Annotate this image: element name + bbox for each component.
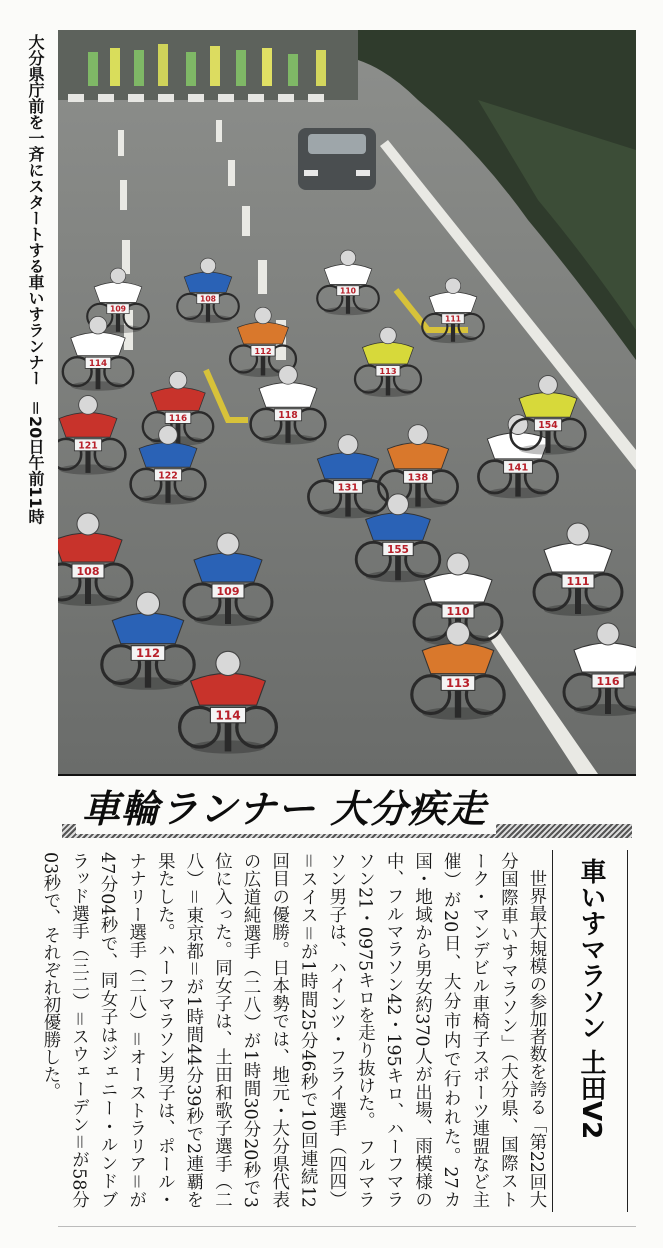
subheadline-box <box>552 850 628 1212</box>
caption-main: 大分県庁前を一斉にスタートする車いすランナー <box>26 34 45 386</box>
photo-bottom-rule <box>58 774 636 776</box>
bib-number: 116 <box>596 675 620 688</box>
bib-number: 113 <box>445 676 471 691</box>
bib-number: 155 <box>387 543 409 556</box>
bib-number: 113 <box>379 365 397 376</box>
bib-number: 114 <box>215 708 241 723</box>
bib-number: 131 <box>337 482 359 494</box>
bib-number: 114 <box>88 359 108 369</box>
headline-block <box>62 784 632 840</box>
bib-number: 138 <box>407 472 429 484</box>
bib-number: 108 <box>199 294 217 304</box>
bib-number: 109 <box>216 585 240 598</box>
crowd-area <box>58 30 358 100</box>
bib-number: 111 <box>566 575 590 588</box>
bib-number: 118 <box>278 410 298 422</box>
race-photo-illustration <box>58 30 636 774</box>
bib-number: 122 <box>158 470 178 482</box>
bib-number: 110 <box>339 286 357 296</box>
page-bottom-rule <box>58 1226 636 1227</box>
bib-number: 121 <box>78 440 98 452</box>
bib-number: 112 <box>254 345 272 356</box>
bib-number: 110 <box>446 605 470 618</box>
crosswalk <box>68 94 324 102</box>
bib-number: 141 <box>507 462 529 474</box>
bib-number: 116 <box>168 414 188 424</box>
bib-number: 111 <box>444 314 462 324</box>
article <box>39 850 628 1212</box>
bib-number: 109 <box>109 304 127 314</box>
race-photo <box>58 30 636 774</box>
article-body: 世界最大規模の参加者数を誇る「第22回大分国際車いすマラソン」（大分県、国際ストーク・マンデビル車椅子スポーツ連盟など主催）が20日、大分市内で行われた。27カ国・地域から男女約370人が出場、雨模様の中、フルマラソン42・195キロ、ハーフマラソン21・0975キロを走り抜けた。 フルマラソン男子は、ハインツ・フライ選手（四四）＝スイス＝が1時間25分46秒で10回連続12回目の優勝。日本勢では、地元・大分県代表の広道純選手（二八）が1時間30分20秒で3位に入った。同女子は、土田和歌子選手（二八）＝東京都＝が1時間44分39秒で2連覇を果たした。ハーフマラソン男子は、ポール・ナナリー選手（二八）＝オーストラリア＝が47分04秒で、同女子はジェニー・ルンドブラッド選手（三二）＝スウェーデン＝が58分03秒で、それぞれ初優勝した。 <box>39 852 546 1208</box>
bib-number: 154 <box>538 420 558 432</box>
caption-date: ＝20日午前11時 <box>26 400 45 525</box>
bib-number: 112 <box>135 646 161 661</box>
headline: 車輪ランナー 大分疾走 <box>76 784 496 834</box>
pace-car <box>298 128 376 190</box>
subheadline: 車いすマラソン 土田V2 <box>576 858 606 1140</box>
photo-caption <box>18 34 52 525</box>
bib-number: 108 <box>76 565 100 578</box>
